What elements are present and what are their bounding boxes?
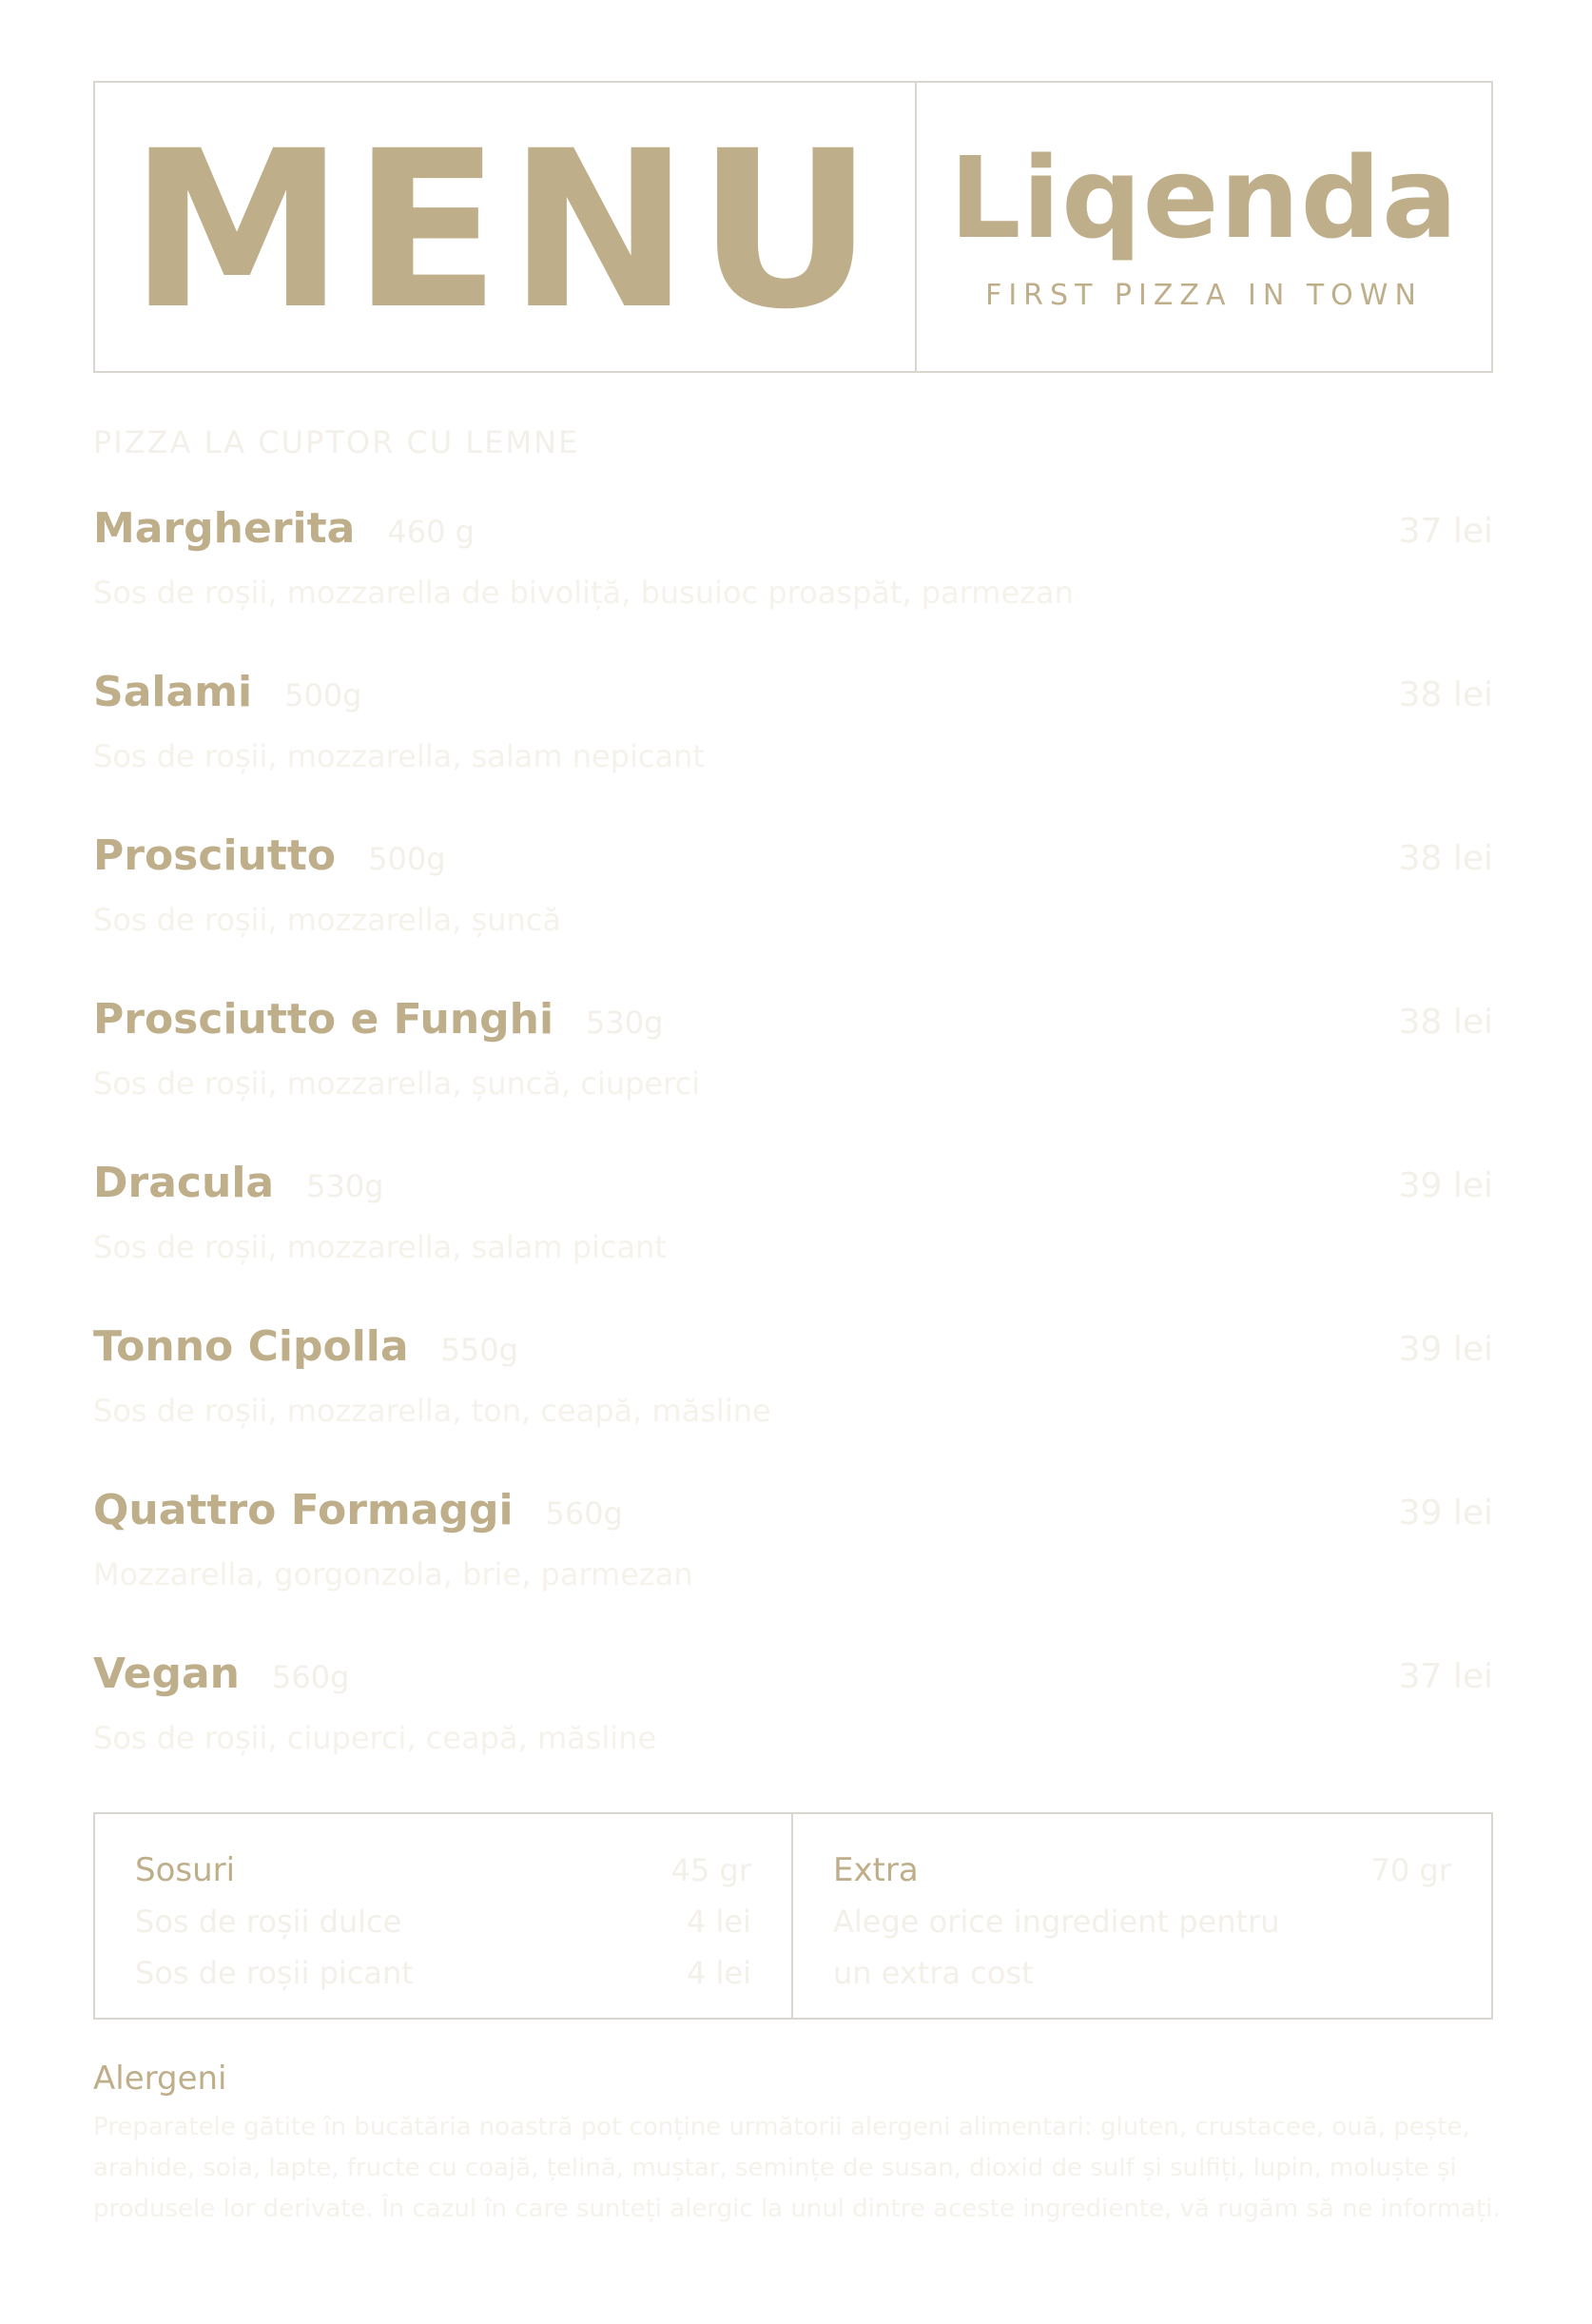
- item-description: Sos de roșii, mozzarella, salam picant: [93, 1229, 667, 1265]
- section-title: PIZZA LA CUPTOR CU LEMNE: [93, 424, 580, 460]
- menu-title: MENU: [128, 103, 882, 357]
- sauce-name: Sos de roșii dulce: [135, 1904, 402, 1940]
- item-name: Tonno Cipolla: [93, 1322, 409, 1371]
- item-price: 39 lei: [1398, 1330, 1493, 1369]
- item-price: 39 lei: [1398, 1494, 1493, 1533]
- item-weight: 550g: [440, 1332, 518, 1368]
- menu-item-prosciutto-e-funghi: [93, 995, 1493, 1102]
- item-weight: 530g: [586, 1005, 664, 1041]
- item-price: 38 lei: [1398, 1003, 1493, 1042]
- menu-item-tonno-cipolla: [93, 1322, 1493, 1429]
- sauces-weight: 45 gr: [670, 1852, 751, 1888]
- item-name: Salami: [93, 668, 253, 716]
- item-description: Sos de roșii, ciuperci, ceapă, măsline: [93, 1720, 657, 1756]
- item-weight: 530g: [306, 1168, 384, 1204]
- menu-item-prosciutto: [93, 831, 1493, 938]
- item-weight: 460 g: [387, 514, 475, 550]
- extras-box: [93, 1812, 1493, 2020]
- brand-logo: Liqenda: [949, 132, 1459, 264]
- item-name: Prosciutto e Funghi: [93, 995, 554, 1044]
- item-price: 38 lei: [1398, 675, 1493, 714]
- item-name: Vegan: [93, 1650, 240, 1698]
- menu-item-salami: [93, 668, 1493, 774]
- item-description: Sos de roșii, mozzarella, șuncă, ciuperci: [93, 1065, 701, 1102]
- item-price: 38 lei: [1398, 839, 1493, 878]
- allergens-text: Preparatele gătite în bucătăria noastră pot conține următorii alergeni alimentari: gluten, crustacee, ouă, pește, arahide, soia, lapte, fructe cu coajă, țelină, muștar, semințe de susan, dioxid de sulf și sulfiți, lupin, moluște și produsele lor derivate. În cazul în care sunteți alergic la unul dintre aceste ingrediente, vă rugăm să ne informați.: [93, 2113, 1501, 2223]
- extra-weight: 70 gr: [1370, 1852, 1451, 1888]
- sauces-title: Sosuri: [135, 1851, 236, 1889]
- item-description: Sos de roșii, mozzarella, salam nepicant: [93, 738, 705, 774]
- brand-tagline: FIRST PIZZA IN TOWN: [985, 279, 1423, 312]
- menu-header: [93, 81, 1493, 373]
- item-name: Quattro Formaggi: [93, 1486, 514, 1534]
- item-description: Sos de roșii, mozzarella de bivoliță, busuioc proaspăt, parmezan: [93, 575, 1074, 611]
- sauce-row: [135, 1896, 751, 1947]
- item-description: Mozzarella, gorgonzola, brie, parmezan: [93, 1556, 693, 1592]
- item-weight: 560g: [272, 1659, 350, 1695]
- item-name: Prosciutto: [93, 831, 337, 880]
- extra-description: Alege orice ingredient pentru un extra cost: [833, 1904, 1280, 1991]
- menu-item-dracula: [93, 1159, 1493, 1265]
- sauce-name: Sos de roșii picant: [135, 1955, 414, 1991]
- item-price: 39 lei: [1398, 1166, 1493, 1205]
- item-description: Sos de roșii, mozzarella, șuncă: [93, 902, 561, 938]
- item-weight: 500g: [368, 841, 446, 877]
- sauce-price: 4 lei: [687, 1904, 751, 1940]
- item-name: Dracula: [93, 1159, 275, 1207]
- item-name: Margherita: [93, 504, 356, 553]
- sauce-price: 4 lei: [687, 1955, 751, 1991]
- menu-title-panel: [95, 83, 917, 371]
- item-price: 37 lei: [1398, 1657, 1493, 1696]
- item-weight: 560g: [545, 1495, 623, 1532]
- sauce-row: [135, 1947, 751, 1999]
- brand-panel: [917, 83, 1491, 371]
- item-price: 37 lei: [1398, 512, 1493, 551]
- menu-item-vegan: [93, 1650, 1493, 1756]
- menu-item-quattro-formaggi: [93, 1486, 1493, 1592]
- extra-title: Extra: [833, 1851, 919, 1889]
- menu-item-margherita: [93, 504, 1493, 611]
- item-weight: 500g: [284, 677, 362, 713]
- extra-panel: [793, 1814, 1491, 2018]
- sauces-panel: [95, 1814, 793, 2018]
- allergens-title: Alergeni: [93, 2060, 227, 2098]
- item-description: Sos de roșii, mozzarella, ton, ceapă, măsline: [93, 1393, 771, 1429]
